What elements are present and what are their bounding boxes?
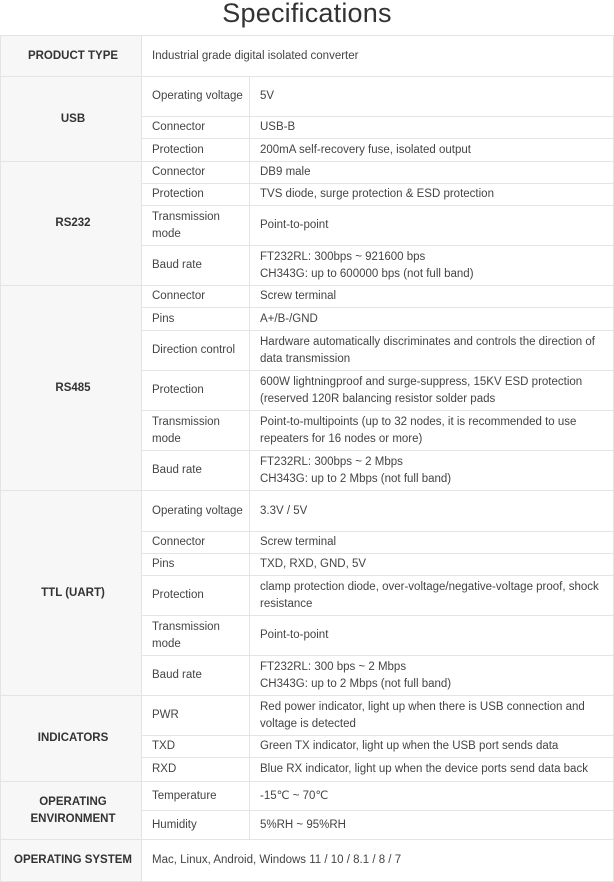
spec-value: TVS diode, surge protection & ESD protection	[250, 184, 614, 206]
baud-rate-line: CH343G: up to 2 Mbps (not full band)	[260, 472, 452, 485]
category-label-rs232: RS232	[1, 162, 142, 286]
spec-name: TXD	[142, 736, 250, 758]
spec-name: Transmission mode	[142, 411, 250, 451]
spec-value: Red power indicator, light up when there is USB connection and voltage is detected	[250, 696, 614, 736]
category-label-rs485: RS485	[1, 286, 142, 491]
spec-value	[250, 656, 614, 696]
spec-value: Point-to-multipoints (up to 32 nodes, it is recommended to use repeaters for 16 nodes or more)	[250, 411, 614, 451]
spec-value: A+/B-/GND	[250, 308, 614, 331]
table-row	[1, 77, 614, 117]
category-label-indicators: INDICATORS	[1, 696, 142, 782]
baud-rate-line: CH343G: up to 2 Mbps (not full band)	[260, 677, 452, 690]
spec-value: Hardware automatically discriminates and controls the direction of data transmission	[250, 331, 614, 371]
spec-name: Protection	[142, 576, 250, 616]
spec-value: -15℃ ~ 70℃	[250, 782, 614, 811]
spec-name: Operating voltage	[142, 77, 250, 117]
category-label-ttl: TTL (UART)	[1, 491, 142, 696]
spec-value: DB9 male	[250, 162, 614, 184]
table-row	[1, 782, 614, 811]
spec-name: Temperature	[142, 782, 250, 811]
spec-name: Connector	[142, 286, 250, 308]
baud-rate-line: FT232RL: 300bps ~ 2 Mbps	[260, 455, 403, 468]
spec-value: 5V	[250, 77, 614, 117]
spec-value: Screw terminal	[250, 532, 614, 554]
spec-name: Baud rate	[142, 656, 250, 696]
spec-value: clamp protection diode, over-voltage/negative-voltage proof, shock resistance	[250, 576, 614, 616]
spec-value: 5%RH ~ 95%RH	[250, 811, 614, 840]
baud-rate-line: CH343G: up to 600000 bps (not full band)	[260, 267, 474, 280]
spec-value: 200mA self-recovery fuse, isolated output	[250, 139, 614, 162]
table-row	[1, 840, 614, 882]
spec-value: Point-to-point	[250, 616, 614, 656]
category-label-usb: USB	[1, 77, 142, 162]
spec-name: Transmission mode	[142, 616, 250, 656]
spec-value: Industrial grade digital isolated converter	[142, 36, 614, 77]
category-label-line: OPERATING	[39, 795, 107, 808]
category-label-operating-system: OPERATING SYSTEM	[1, 840, 142, 882]
spec-name: Protection	[142, 371, 250, 411]
page-title: Specifications	[222, 0, 392, 28]
table-row	[1, 286, 614, 308]
table-row	[1, 162, 614, 184]
spec-name: Pins	[142, 308, 250, 331]
spec-name: Protection	[142, 139, 250, 162]
table-row	[1, 491, 614, 532]
spec-value: Mac, Linux, Android, Windows 11 / 10 / 8.1 / 8 / 7	[142, 840, 614, 882]
spec-name: Pins	[142, 554, 250, 576]
baud-rate-line: FT232RL: 300 bps ~ 2 Mbps	[260, 660, 407, 673]
spec-name: Connector	[142, 532, 250, 554]
spec-value	[250, 246, 614, 286]
spec-name: Baud rate	[142, 246, 250, 286]
spec-name: RXD	[142, 758, 250, 782]
spec-name: Humidity	[142, 811, 250, 840]
category-label-line: ENVIRONMENT	[30, 812, 116, 825]
spec-value: USB-B	[250, 117, 614, 139]
spec-name: PWR	[142, 696, 250, 736]
spec-value: Point-to-point	[250, 206, 614, 246]
spec-value: Blue RX indicator, light up when the device ports send data back	[250, 758, 614, 782]
spec-value: TXD, RXD, GND, 5V	[250, 554, 614, 576]
category-label-operating-environment	[1, 782, 142, 840]
spec-value: 3.3V / 5V	[250, 491, 614, 532]
spec-name: Connector	[142, 117, 250, 139]
spec-value	[250, 451, 614, 491]
spec-name: Connector	[142, 162, 250, 184]
spec-name: Operating voltage	[142, 491, 250, 532]
specifications-table	[0, 35, 614, 882]
spec-name: Direction control	[142, 331, 250, 371]
spec-value: 600W lightningproof and surge-suppress, 15KV ESD protection (reserved 120R balancing resistor solder pads	[250, 371, 614, 411]
baud-rate-line: FT232RL: 300bps ~ 921600 bps	[260, 250, 426, 263]
category-label-product-type: PRODUCT TYPE	[1, 36, 142, 77]
spec-value: Green TX indicator, light up when the USB port sends data	[250, 736, 614, 758]
spec-name: Protection	[142, 184, 250, 206]
table-row	[1, 36, 614, 77]
spec-name: Transmission mode	[142, 206, 250, 246]
table-row	[1, 696, 614, 736]
spec-value: Screw terminal	[250, 286, 614, 308]
spec-name: Baud rate	[142, 451, 250, 491]
